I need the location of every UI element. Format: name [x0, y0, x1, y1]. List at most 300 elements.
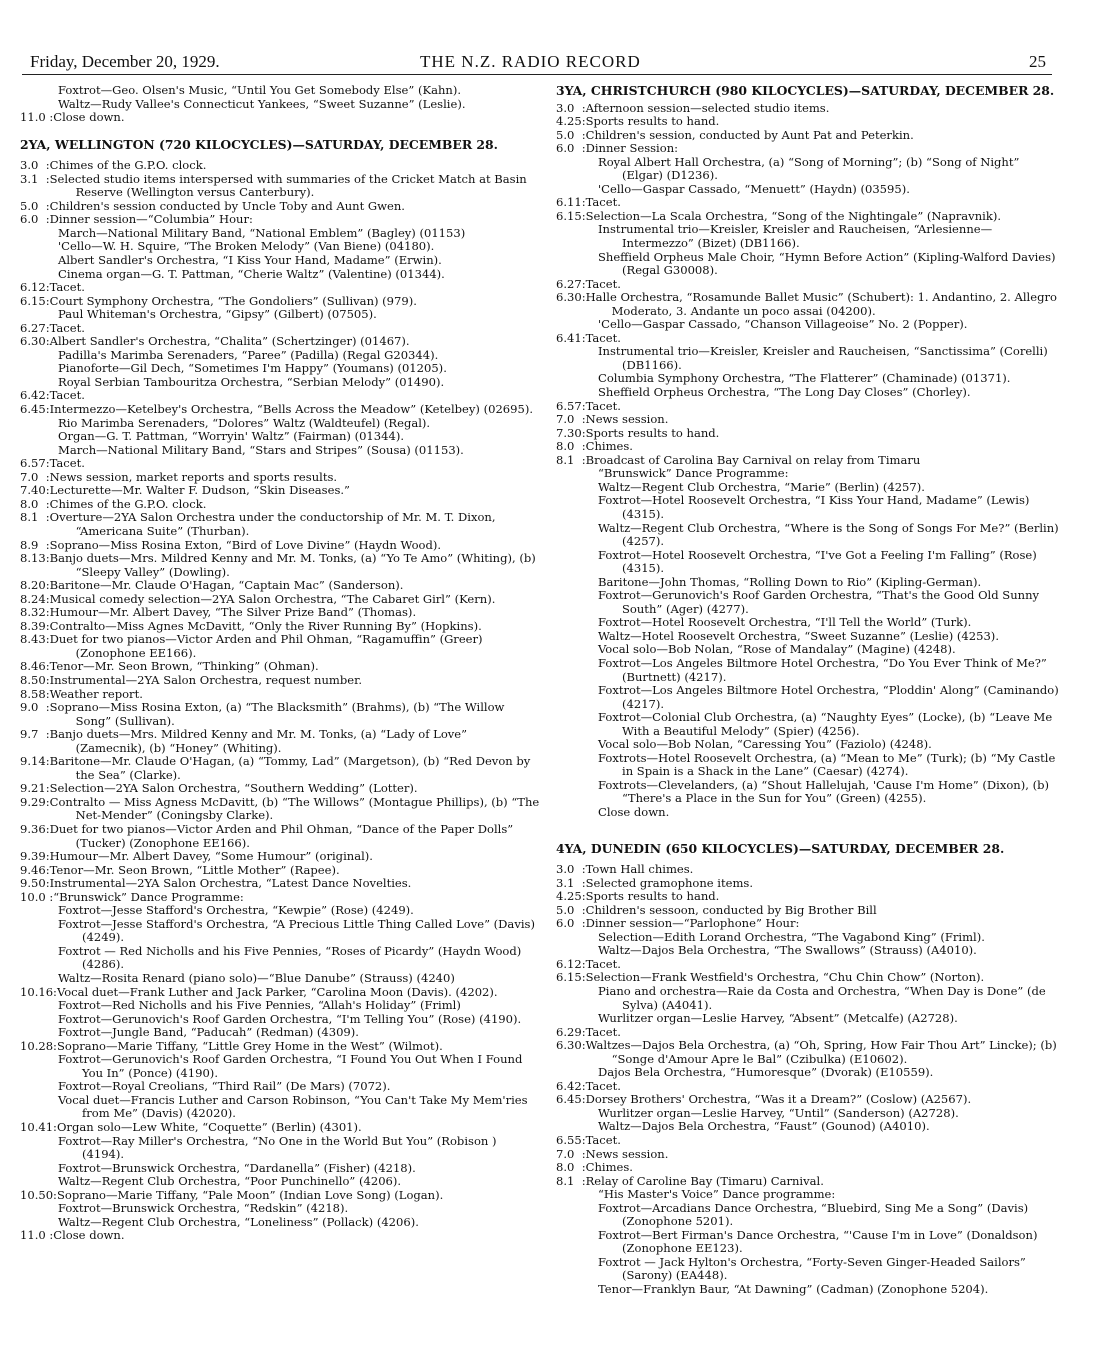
item-text: Chimes of the G.P.O. clock.: [49, 496, 207, 511]
programme-item: [20, 200, 540, 214]
programme-item: [20, 796, 540, 823]
programme-subitem: [20, 904, 540, 918]
programme-item: [556, 129, 1062, 143]
programme-item: [20, 213, 540, 227]
item-time: 9.7 :: [20, 727, 50, 742]
programme-item: [556, 278, 1062, 292]
item-time: 5.0 :: [556, 902, 586, 917]
item-text: Foxtrot—Colonial Club Orchestra, (a) “Naughty Eyes” (Locke), (b) “Leave Me With a Beautiful Melody” (Spier) (4256).: [598, 710, 1053, 738]
item-text: Foxtrot—Jesse Stafford's Orchestra, “A Precious Little Thing Called Love” (Davis) (4249).: [58, 916, 535, 945]
programme-subitem: [20, 98, 540, 112]
item-text: Vocal duet—Francis Luther and Carson Robinson, “You Can't Take My Mem'ries from Me” (Davis) (42020).: [58, 1092, 528, 1121]
programme-subitem: [556, 318, 1062, 332]
item-time: 8.46:: [20, 659, 50, 674]
programme-item: [556, 1161, 1062, 1175]
item-time: 7.30:: [556, 425, 586, 440]
item-time: 6.45:: [556, 1092, 586, 1107]
item-text: Instrumental—2YA Salon Orchestra, “Latest Dance Novelties.: [49, 876, 412, 891]
item-text: “His Master's Voice” Dance programme:: [598, 1187, 836, 1202]
programme-subitem: [556, 1188, 1062, 1202]
programme-subitem: [20, 1135, 540, 1162]
item-time: 6.30:: [556, 1038, 586, 1053]
item-time: 8.39:: [20, 618, 50, 633]
item-time: 5.0 :: [556, 127, 586, 142]
item-time: 6.30:: [20, 334, 50, 349]
item-text: News session, market reports and sports results.: [49, 469, 338, 484]
item-text: Foxtrots—Clevelanders, (a) “Shout Hallelujah, 'Cause I'm Home” (Dixon), (b) “There's a Place in the Sun for You” (Green) (4255).: [598, 777, 1049, 806]
item-text: Foxtrot—Bert Firman's Dance Orchestra, “'Cause I'm in Love” (Donaldson) (Zonophone EE123).: [598, 1227, 1038, 1256]
programme-item: [556, 958, 1062, 972]
programme-item: [20, 295, 540, 309]
item-time: 10.50:: [20, 1187, 57, 1202]
programme-item: [556, 1175, 1062, 1189]
programme-item: [556, 971, 1062, 985]
item-text: Waltz—Regent Club Orchestra, “Poor Punchinello” (4206).: [58, 1174, 402, 1189]
item-text: Intermezzo—Ketelbey's Orchestra, “Bells Across the Meadow” (Ketelbey) (02695).: [49, 402, 533, 417]
item-text: Tenor—Mr. Seon Brown, “Thinking” (Ohman).: [49, 659, 319, 674]
programme-item: [556, 400, 1062, 414]
item-time: 8.20:: [20, 578, 50, 593]
programme-item: [20, 389, 540, 403]
item-time: 6.27:: [556, 276, 586, 291]
programme-item: [20, 1229, 540, 1243]
item-time: 9.39:: [20, 849, 50, 864]
programme-subitem: [556, 1283, 1062, 1297]
item-time: 9.36:: [20, 821, 50, 836]
item-text: Foxtrot—Jungle Band, “Paducah” (Redman) (4309).: [58, 1025, 359, 1040]
item-text: Relay of Caroline Bay (Timaru) Carnival.: [585, 1173, 824, 1188]
item-text: Foxtrot—Ray Miller's Orchestra, “No One in the World But You” (Robison ) (4194).: [58, 1133, 497, 1162]
publication-title: THE N.Z. RADIO RECORD: [420, 52, 641, 71]
item-text: Foxtrot—Brunswick Orchestra, “Dardanella” (Fisher) (4218).: [58, 1160, 416, 1175]
item-time: 10.41:: [20, 1120, 57, 1135]
item-text: Instrumental trio—Kreisler, Kreisler and Raucheisen, “Arlesienne—Intermezzo” (Bizet) (DB1166).: [598, 222, 993, 251]
programme-item: [20, 633, 540, 660]
programme-item: [556, 115, 1062, 129]
item-text: Contralto—Miss Agnes McDavitt, “Only the River Running By” (Hopkins).: [49, 618, 482, 633]
item-time: 8.9 :: [20, 537, 50, 552]
item-text: Duet for two pianos—Victor Arden and Phil Ohman, “Dance of the Paper Dolls” (Tucker) (Zonophone EE166).: [49, 821, 514, 850]
programme-subitem: [556, 576, 1062, 590]
item-text: News session.: [585, 412, 669, 427]
left-column: [20, 84, 540, 1344]
programme-item: [20, 850, 540, 864]
programme-item: [20, 986, 540, 1000]
item-time: 8.1 :: [556, 452, 586, 467]
item-text: Waltz—Regent Club Orchestra, “Loneliness” (Pollack) (4206).: [58, 1214, 419, 1229]
programme-subitem: [556, 657, 1062, 684]
programme-subitem: [20, 972, 540, 986]
item-time: 6.42:: [556, 1078, 586, 1093]
programme-item: [20, 891, 540, 905]
item-text: Foxtrot—Red Nicholls and his Five Pennies, “Allah's Holiday” (Friml): [58, 998, 461, 1013]
programme-item: [20, 877, 540, 891]
programme-subitem: [20, 376, 540, 390]
programme-item: [20, 552, 540, 579]
item-text: Chimes.: [585, 439, 633, 454]
item-time: 8.0 :: [556, 439, 586, 454]
programme-subitem: [556, 616, 1062, 630]
item-text: Columbia Symphony Orchestra, “The Flatterer” (Chaminade) (01371).: [598, 371, 1011, 386]
item-time: 5.0 :: [20, 198, 50, 213]
item-text: Foxtrot — Jack Hylton's Orchestra, “Forty-Seven Ginger-Headed Sailors” (Sarony) (EA448).: [598, 1254, 1026, 1283]
programme-item: [556, 102, 1062, 116]
issue-date: Friday, December 20, 1929.: [30, 52, 220, 71]
programme-subitem: [556, 372, 1062, 386]
item-text: Rio Marimba Serenaders, “Dolores” Waltz (Waldteufel) (Regal).: [58, 415, 431, 430]
item-text: Chimes of the G.P.O. clock.: [49, 158, 207, 173]
item-text: Waltz—Hotel Roosevelt Orchestra, “Sweet Suzanne” (Leslie) (4253).: [598, 628, 999, 643]
programme-subitem: [556, 1202, 1062, 1229]
programme-subitem: [20, 362, 540, 376]
item-text: Paul Whiteman's Orchestra, “Gipsy” (Gilbert) (07505).: [58, 307, 377, 322]
programme-item: [20, 1189, 540, 1203]
item-text: Humour—Mr. Albert Davey, “Some Humour” (original).: [49, 849, 373, 864]
item-time: 4.25:: [556, 889, 586, 904]
item-time: 8.58:: [20, 686, 50, 701]
item-text: Waltz—Dajos Bela Orchestra, “Faust” (Gounod) (A4010).: [598, 1119, 930, 1134]
programme-subitem: [556, 589, 1062, 616]
item-text: “Brunswick” Dance Programme:: [53, 889, 244, 904]
item-text: Waltz—Regent Club Orchestra, “Where is the Song of Songs For Me?” (Berlin) (4257).: [598, 520, 1059, 549]
programme-subitem: [556, 481, 1062, 495]
item-text: Tacet.: [585, 956, 621, 971]
programme-subitem: [20, 1094, 540, 1121]
item-time: 9.21:: [20, 781, 50, 796]
item-text: Vocal duet—Frank Luther and Jack Parker, “Carolina Moon (Davis). (4202).: [56, 984, 498, 999]
programme-item: [556, 1026, 1062, 1040]
right-column: [556, 84, 1062, 1344]
item-text: Padilla's Marimba Serenaders, “Paree” (Padilla) (Regal G20344).: [58, 347, 439, 362]
item-text: Tacet.: [585, 398, 621, 413]
item-time: 6.55:: [556, 1133, 586, 1148]
programme-subitem: [20, 227, 540, 241]
programme-subitem: [20, 945, 540, 972]
programme-subitem: [556, 1066, 1062, 1080]
programme-item: [556, 454, 1062, 468]
programme-subitem: [20, 1053, 540, 1080]
item-time: 8.24:: [20, 591, 50, 606]
programme-item: [556, 917, 1062, 931]
item-time: 8.0 :: [556, 1160, 586, 1175]
programme-item: [20, 755, 540, 782]
item-text: Baritone—Mr. Claude O'Hagan, “Captain Mac” (Sanderson).: [49, 578, 404, 593]
item-text: Humour—Mr. Albert Davey, “The Silver Prize Band” (Thomas).: [49, 605, 417, 620]
item-text: Banjo duets—Mrs. Mildred Kenny and Mr. M. Tonks, (a) “Lady of Love” (Zamecnik), (b) “Honey” (Whiting).: [49, 727, 468, 755]
programme-item: [556, 863, 1062, 877]
item-text: Soprano—Marie Tiffany, “Pale Moon” (Indian Love Song) (Logan).: [56, 1187, 444, 1202]
item-text: Organ solo—Lew White, “Coquette” (Berlin) (4301).: [56, 1120, 362, 1135]
programme-subitem: [20, 268, 540, 282]
item-time: 8.13:: [20, 551, 50, 566]
programme-item: [20, 864, 540, 878]
item-text: Dajos Bela Orchestra, “Humoresque” (Dvorak) (E10559).: [598, 1065, 934, 1080]
item-time: 6.11:: [556, 195, 586, 210]
item-time: 4.25:: [556, 114, 586, 129]
programme-subitem: [556, 1256, 1062, 1283]
programme-item: [20, 688, 540, 702]
item-text: Waltz—Dajos Bela Orchestra, “The Swallows” (Strauss) (A4010).: [598, 943, 977, 958]
item-text: Waltzes—Dajos Bela Orchestra, (a) “Oh, Spring, How Fair Thou Art” Lincke); (b) “Songe d'Amour Apre le Bal” (Czibulka) (E10602).: [585, 1038, 1057, 1066]
programme-subitem: [20, 1175, 540, 1189]
item-text: Tacet.: [585, 276, 621, 291]
item-text: Tacet.: [49, 320, 85, 335]
programme-item: [20, 620, 540, 634]
programme-subitem: [556, 1229, 1062, 1256]
item-text: Tacet.: [585, 1078, 621, 1093]
item-text: Selection—Frank Westfield's Orchestra, “Chu Chin Chow” (Norton).: [585, 970, 985, 985]
item-text: Foxtrot—Gerunovich's Roof Garden Orchestra, “That's the Good Old Sunny South” (Ager) (4277).: [598, 588, 1040, 616]
item-time: 10.16:: [20, 984, 57, 999]
programme-subitem: [556, 345, 1062, 372]
programme-item: [556, 291, 1062, 318]
item-text: Albert Sandler's Orchestra, “Chalita” (Schertzinger) (01467).: [49, 334, 410, 349]
item-text: Selection—Edith Lorand Orchestra, “The Vagabond King” (Friml).: [598, 929, 985, 944]
item-text: Close down.: [53, 110, 125, 125]
item-text: 'Cello—Gaspar Cassado, “Chanson Villageoise” No. 2 (Popper).: [598, 317, 968, 332]
item-time: 9.50:: [20, 876, 50, 891]
item-text: Tenor—Franklyn Baur, “At Dawning” (Cadman) (Zonophone 5204).: [598, 1282, 989, 1297]
item-text: Selection—2YA Salon Orchestra, “Southern Wedding” (Lotter).: [49, 781, 418, 796]
item-text: Foxtrot—Jesse Stafford's Orchestra, “Kewpie” (Rose) (4249).: [58, 903, 414, 918]
item-text: Dorsey Brothers' Orchestra, “Was it a Dream?” (Coslow) (A2567).: [585, 1092, 972, 1107]
programme-item: [556, 1080, 1062, 1094]
programme-item: [20, 159, 540, 173]
programme-item: [20, 173, 540, 200]
programme-subitem: [556, 549, 1062, 576]
item-text: Town Hall chimes.: [585, 862, 694, 877]
item-text: Wurlitzer organ—Leslie Harvey, “Absent” (Metcalfe) (A2728).: [598, 1011, 958, 1026]
item-time: 7.0 :: [556, 1146, 586, 1161]
programme-subitem: [556, 752, 1062, 779]
programme-subitem: [556, 738, 1062, 752]
item-time: 6.57:: [20, 456, 50, 471]
programme-subitem: [20, 999, 540, 1013]
item-text: Overture—2YA Salon Orchestra under the conductorship of Mr. M. T. Dixon, “Americana Suite” (Thurban).: [49, 510, 496, 538]
programme-subitem: [20, 1013, 540, 1027]
programme-subitem: [20, 254, 540, 268]
programme-subitem: [556, 1012, 1062, 1026]
item-text: Selected studio items interspersed with summaries of the Cricket Match at Basin Reserve (Wellington versus Canterbury).: [49, 171, 527, 200]
programme-item: [20, 606, 540, 620]
programme-item: [556, 890, 1062, 904]
programme-item: [556, 877, 1062, 891]
item-time: 6.15:: [556, 970, 586, 985]
item-time: 3.0 :: [556, 862, 586, 877]
programme-subitem: [20, 1162, 540, 1176]
item-time: 8.0 :: [20, 496, 50, 511]
programme-item: [20, 593, 540, 607]
item-time: 6.12:: [556, 956, 586, 971]
programme-item: [20, 728, 540, 755]
item-text: Musical comedy selection—2YA Salon Orchestra, “The Cabaret Girl” (Kern).: [49, 591, 496, 606]
programme-subitem: [20, 349, 540, 363]
item-time: 7.0 :: [556, 412, 586, 427]
item-text: Sheffield Orpheus Male Choir, “Hymn Before Action” (Kipling-Walford Davies) (Regal G30008).: [598, 249, 1056, 278]
item-text: March—National Military Band, “National Emblem” (Bagley) (01153): [58, 225, 466, 240]
programme-subitem: [556, 223, 1062, 250]
item-text: Baritone—Mr. Claude O'Hagan, (a) “Tommy, Lad” (Margetson), (b) “Red Devon by the Sea” (Clarke).: [49, 754, 531, 782]
programme-item: [556, 1093, 1062, 1107]
item-text: Foxtrot—Los Angeles Biltmore Hotel Orchestra, “Ploddin' Along” (Caminando) (4217).: [598, 683, 1059, 711]
programme-subitem: [20, 1026, 540, 1040]
item-text: Tacet.: [49, 280, 85, 295]
programme-subitem: [556, 386, 1062, 400]
programme-item: [20, 471, 540, 485]
item-text: Afternoon session—selected studio items.: [585, 100, 830, 115]
item-text: Selection—La Scala Orchestra, “Song of the Nightingale” (Napravnik).: [585, 208, 1002, 223]
item-text: Children's session conducted by Uncle Toby and Aunt Gwen.: [49, 198, 405, 213]
item-text: Dinner session—“Columbia” Hour:: [49, 212, 253, 227]
item-text: Weather report.: [49, 686, 143, 701]
item-time: 9.14:: [20, 754, 50, 769]
item-text: Albert Sandler's Orchestra, “I Kiss Your Hand, Madame” (Erwin).: [58, 253, 442, 268]
item-time: 6.0 :: [556, 141, 586, 156]
item-text: Lecturette—Mr. Walter F. Dudson, “Skin Diseases.”: [49, 483, 350, 498]
item-time: 8.1 :: [20, 510, 50, 525]
item-text: Royal Albert Hall Orchestra, (a) “Song of Morning”; (b) “Song of Night” (Elgar) (D1236).: [598, 154, 1020, 183]
programme-subitem: [20, 444, 540, 458]
wellington-heading: 2YA, WELLINGTON (720 KILOCYCLES)—SATURDAY, DECEMBER 28.: [20, 136, 498, 152]
item-text: Instrumental trio—Kreisler, Kreisler and Raucheisen, “Sanctissima” (Corelli) (DB1166).: [598, 344, 1048, 372]
programme-subitem: [20, 240, 540, 254]
dunedin-heading: 4YA, DUNEDIN (650 KILOCYCLES)—SATURDAY, DECEMBER 28.: [556, 840, 1005, 856]
programme-item: [20, 660, 540, 674]
item-text: 'Cello—Gaspar Cassado, “Menuett” (Haydn) (03595).: [598, 181, 910, 196]
programme-subitem: [20, 1202, 540, 1216]
item-text: Court Symphony Orchestra, “The Gondoliers” (Sullivan) (979).: [49, 293, 417, 308]
item-text: Soprano—Miss Rosina Exton, (a) “The Blacksmith” (Brahms), (b) “The Willow Song” (Sullivan).: [49, 700, 505, 728]
programme-item: [556, 440, 1062, 454]
item-text: Baritone—John Thomas, “Rolling Down to Rio” (Kipling-German).: [598, 574, 982, 589]
programme-subitem: [556, 522, 1062, 549]
item-time: 6.12:: [20, 280, 50, 295]
item-time: 9.46:: [20, 862, 50, 877]
item-text: Piano and orchestra—Raie da Costa and Orchestra, “When Day is Done” (de Sylva) (A4041).: [598, 984, 1046, 1012]
item-text: Tacet.: [585, 1024, 621, 1039]
item-text: Waltz—Rosita Renard (piano solo)—“Blue Danube” (Strauss) (4240): [58, 971, 455, 985]
item-time: 6.45:: [20, 402, 50, 417]
programme-item: [20, 782, 540, 796]
item-text: Foxtrot—Hotel Roosevelt Orchestra, “I'll Tell the World” (Turk).: [598, 615, 972, 630]
item-time: 9.0 :: [20, 700, 50, 715]
item-time: 6.30:: [556, 290, 586, 305]
item-text: Broadcast of Carolina Bay Carnival on relay from Timaru: [585, 452, 921, 467]
item-time: 10.0 :: [20, 889, 54, 904]
programme-item: [20, 674, 540, 688]
page-header: [30, 52, 1046, 74]
item-text: Children's session, conducted by Aunt Pat and Peterkin.: [585, 127, 914, 142]
item-text: Waltz—Regent Club Orchestra, “Marie” (Berlin) (4257).: [598, 479, 925, 494]
programme-subitem: [556, 156, 1062, 183]
item-text: News session.: [585, 1146, 669, 1161]
item-text: 'Cello—W. H. Squire, “The Broken Melody” (Van Biene) (04180).: [58, 239, 435, 254]
programme-item: [556, 1134, 1062, 1148]
christchurch-programme: [556, 102, 1062, 820]
programme-item: [20, 403, 540, 417]
programme-subitem: [556, 985, 1062, 1012]
item-time: 8.32:: [20, 605, 50, 620]
item-text: Foxtrot—Royal Creolians, “Third Rail” (De Mars) (7072).: [58, 1079, 391, 1094]
item-text: Dinner Session:: [585, 141, 679, 156]
programme-subitem: [20, 308, 540, 322]
item-time: 6.41:: [556, 330, 586, 345]
programme-item: [20, 457, 540, 471]
programme-subitem: [556, 251, 1062, 278]
programme-subitem: [556, 183, 1062, 197]
item-time: 6.0 :: [20, 212, 50, 227]
programme-item: [556, 332, 1062, 346]
programme-item: [20, 498, 540, 512]
item-text: Close down.: [598, 804, 670, 819]
programme-subitem: [20, 84, 540, 98]
left-intro-list: [20, 84, 540, 125]
christchurch-heading: 3YA, CHRISTCHURCH (980 KILOCYCLES)—SATURDAY, DECEMBER 28.: [556, 84, 1055, 98]
programme-subitem: [556, 1120, 1062, 1134]
programme-subitem: [556, 779, 1062, 806]
item-time: 6.15:: [20, 293, 50, 308]
item-text: Chimes.: [585, 1160, 633, 1175]
item-text: Contralto — Miss Agness McDavitt, (b) “The Willows” (Montague Phillips), (b) “The Net-Mender” (Coningsby Clarke).: [49, 794, 540, 823]
item-text: Foxtrot—Hotel Roosevelt Orchestra, “I Kiss Your Hand, Madame” (Lewis) (4315).: [598, 493, 1030, 521]
programme-item: [556, 210, 1062, 224]
item-time: 6.57:: [556, 398, 586, 413]
item-time: 3.0 :: [556, 100, 586, 115]
programme-item: [556, 196, 1062, 210]
item-text: Instrumental—2YA Salon Orchestra, request number.: [49, 672, 362, 687]
item-time: 6.0 :: [556, 916, 586, 931]
programme-item: [20, 823, 540, 850]
programme-item: [20, 1040, 540, 1054]
item-time: 11.0 :: [20, 1228, 54, 1243]
programme-item: [556, 142, 1062, 156]
programme-item: [20, 511, 540, 538]
item-text: Tacet.: [585, 1133, 621, 1148]
item-text: Tenor—Mr. Seon Brown, “Little Mother” (Rapee).: [49, 862, 340, 877]
programme-subitem: [556, 494, 1062, 521]
page-number: 25: [1029, 52, 1046, 71]
programme-subitem: [556, 467, 1062, 481]
item-time: 3.0 :: [20, 158, 50, 173]
item-text: Banjo duets—Mrs. Mildred Kenny and Mr. M. Tonks, (a) “Yo Te Amo” (Whiting), (b) “Sleepy Valley” (Dowling).: [49, 551, 536, 579]
programme-subitem: [20, 417, 540, 431]
programme-item: [20, 701, 540, 728]
programme-subitem: [556, 684, 1062, 711]
programme-subitem: [20, 918, 540, 945]
programme-subitem: [556, 643, 1062, 657]
item-text: Foxtrot—Brunswick Orchestra, “Redskin” (4218).: [58, 1201, 349, 1216]
item-time: 8.43:: [20, 632, 50, 647]
item-time: 9.29:: [20, 794, 50, 809]
item-text: Tacet.: [585, 195, 621, 210]
programme-subitem: [556, 1107, 1062, 1121]
item-text: Foxtrot—Gerunovich's Roof Garden Orchestra, “I Found You Out When I Found You In” (Ponce) (4190).: [58, 1052, 523, 1080]
item-text: Close down.: [53, 1228, 125, 1243]
item-text: Soprano—Marie Tiffany, “Little Grey Home in the West” (Wilmot).: [56, 1038, 443, 1053]
dunedin-programme: [556, 863, 1062, 1297]
programme-subitem: [556, 931, 1062, 945]
item-time: 11.0 :: [20, 110, 54, 125]
programme-subitem: [556, 711, 1062, 738]
item-time: 7.0 :: [20, 469, 50, 484]
item-text: Sports results to hand.: [585, 425, 720, 440]
item-text: Vocal solo—Bob Nolan, “Caressing You” (Faziolo) (4248).: [598, 737, 932, 752]
item-time: 6.15:: [556, 208, 586, 223]
programme-item: [20, 484, 540, 498]
item-text: Pianoforte—Gil Dech, “Sometimes I'm Happy” (Youmans) (01205).: [58, 361, 447, 376]
programme-item: [556, 1148, 1062, 1162]
item-text: Wurlitzer organ—Leslie Harvey, “Until” (Sanderson) (A2728).: [598, 1105, 959, 1120]
